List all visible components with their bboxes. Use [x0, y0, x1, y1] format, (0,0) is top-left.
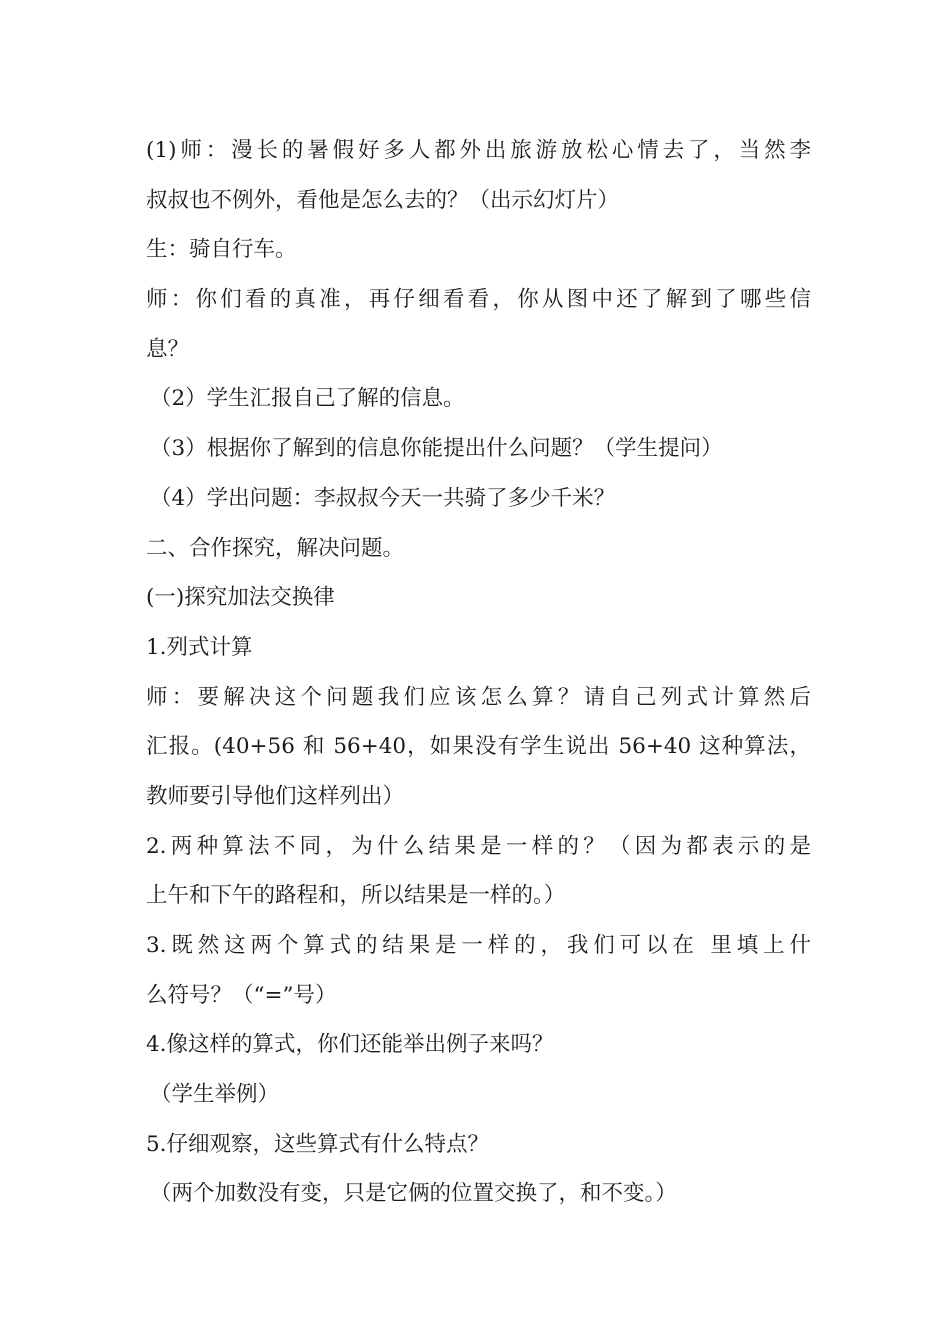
paragraph-line: 上午和下午的路程和，所以结果是一样的。）: [146, 883, 566, 909]
paragraph-line: （两个加数没有变，只是它俩的位置交换了，和不变。）: [150, 1181, 677, 1207]
paragraph-line: （3）根据你了解到的信息你能提出什么问题？（学生提问）: [150, 436, 723, 462]
paragraph-line: 师：要解决这个问题我们应该怎么算？请自己列式计算然后: [146, 684, 811, 710]
paragraph-line: 5.仔细观察，这些算式有什么特点？: [146, 1131, 490, 1157]
paragraph-line: （学生举例）: [150, 1082, 280, 1108]
paragraph-line: 息？: [146, 336, 190, 362]
paragraph-line: 师：你们看的真准，再仔细看看，你从图中还了解到了哪些信: [146, 287, 811, 313]
step-heading: 1.列式计算: [146, 634, 253, 660]
paragraph-line: 4.像这样的算式，你们还能举出例子来吗？: [146, 1032, 554, 1058]
paragraph-line: 生：骑自行车。: [146, 237, 297, 263]
paragraph-line: 么符号？（“=”号）: [146, 982, 337, 1008]
paragraph-line: 3.既然这两个算式的结果是一样的，我们可以在 里填上什: [146, 933, 811, 958]
paragraph-line: （4）学出问题：李叔叔今天一共骑了多少千米？: [150, 485, 616, 511]
paragraph-line: 叔叔也不例外，看他是怎么去的？（出示幻灯片）: [146, 187, 620, 213]
section-heading: 二、合作探究，解决问题。: [146, 535, 405, 561]
subsection-heading: (一)探究加法交换律: [146, 585, 335, 611]
paragraph-line: 教师要引导他们这样列出）: [146, 783, 405, 809]
paragraph-line: 汇报。(40+56 和 56+40，如果没有学生说出 56+40 这种算法，: [146, 734, 811, 760]
paragraph-line: 2.两种算法不同，为什么结果是一样的？（因为都表示的是: [146, 833, 811, 859]
paragraph-line: (1)师：漫长的暑假好多人都外出旅游放松心情去了，当然李: [146, 138, 811, 163]
document-body: [146, 126, 811, 1219]
paragraph-line: （2）学生汇报自己了解的信息。: [150, 386, 465, 412]
